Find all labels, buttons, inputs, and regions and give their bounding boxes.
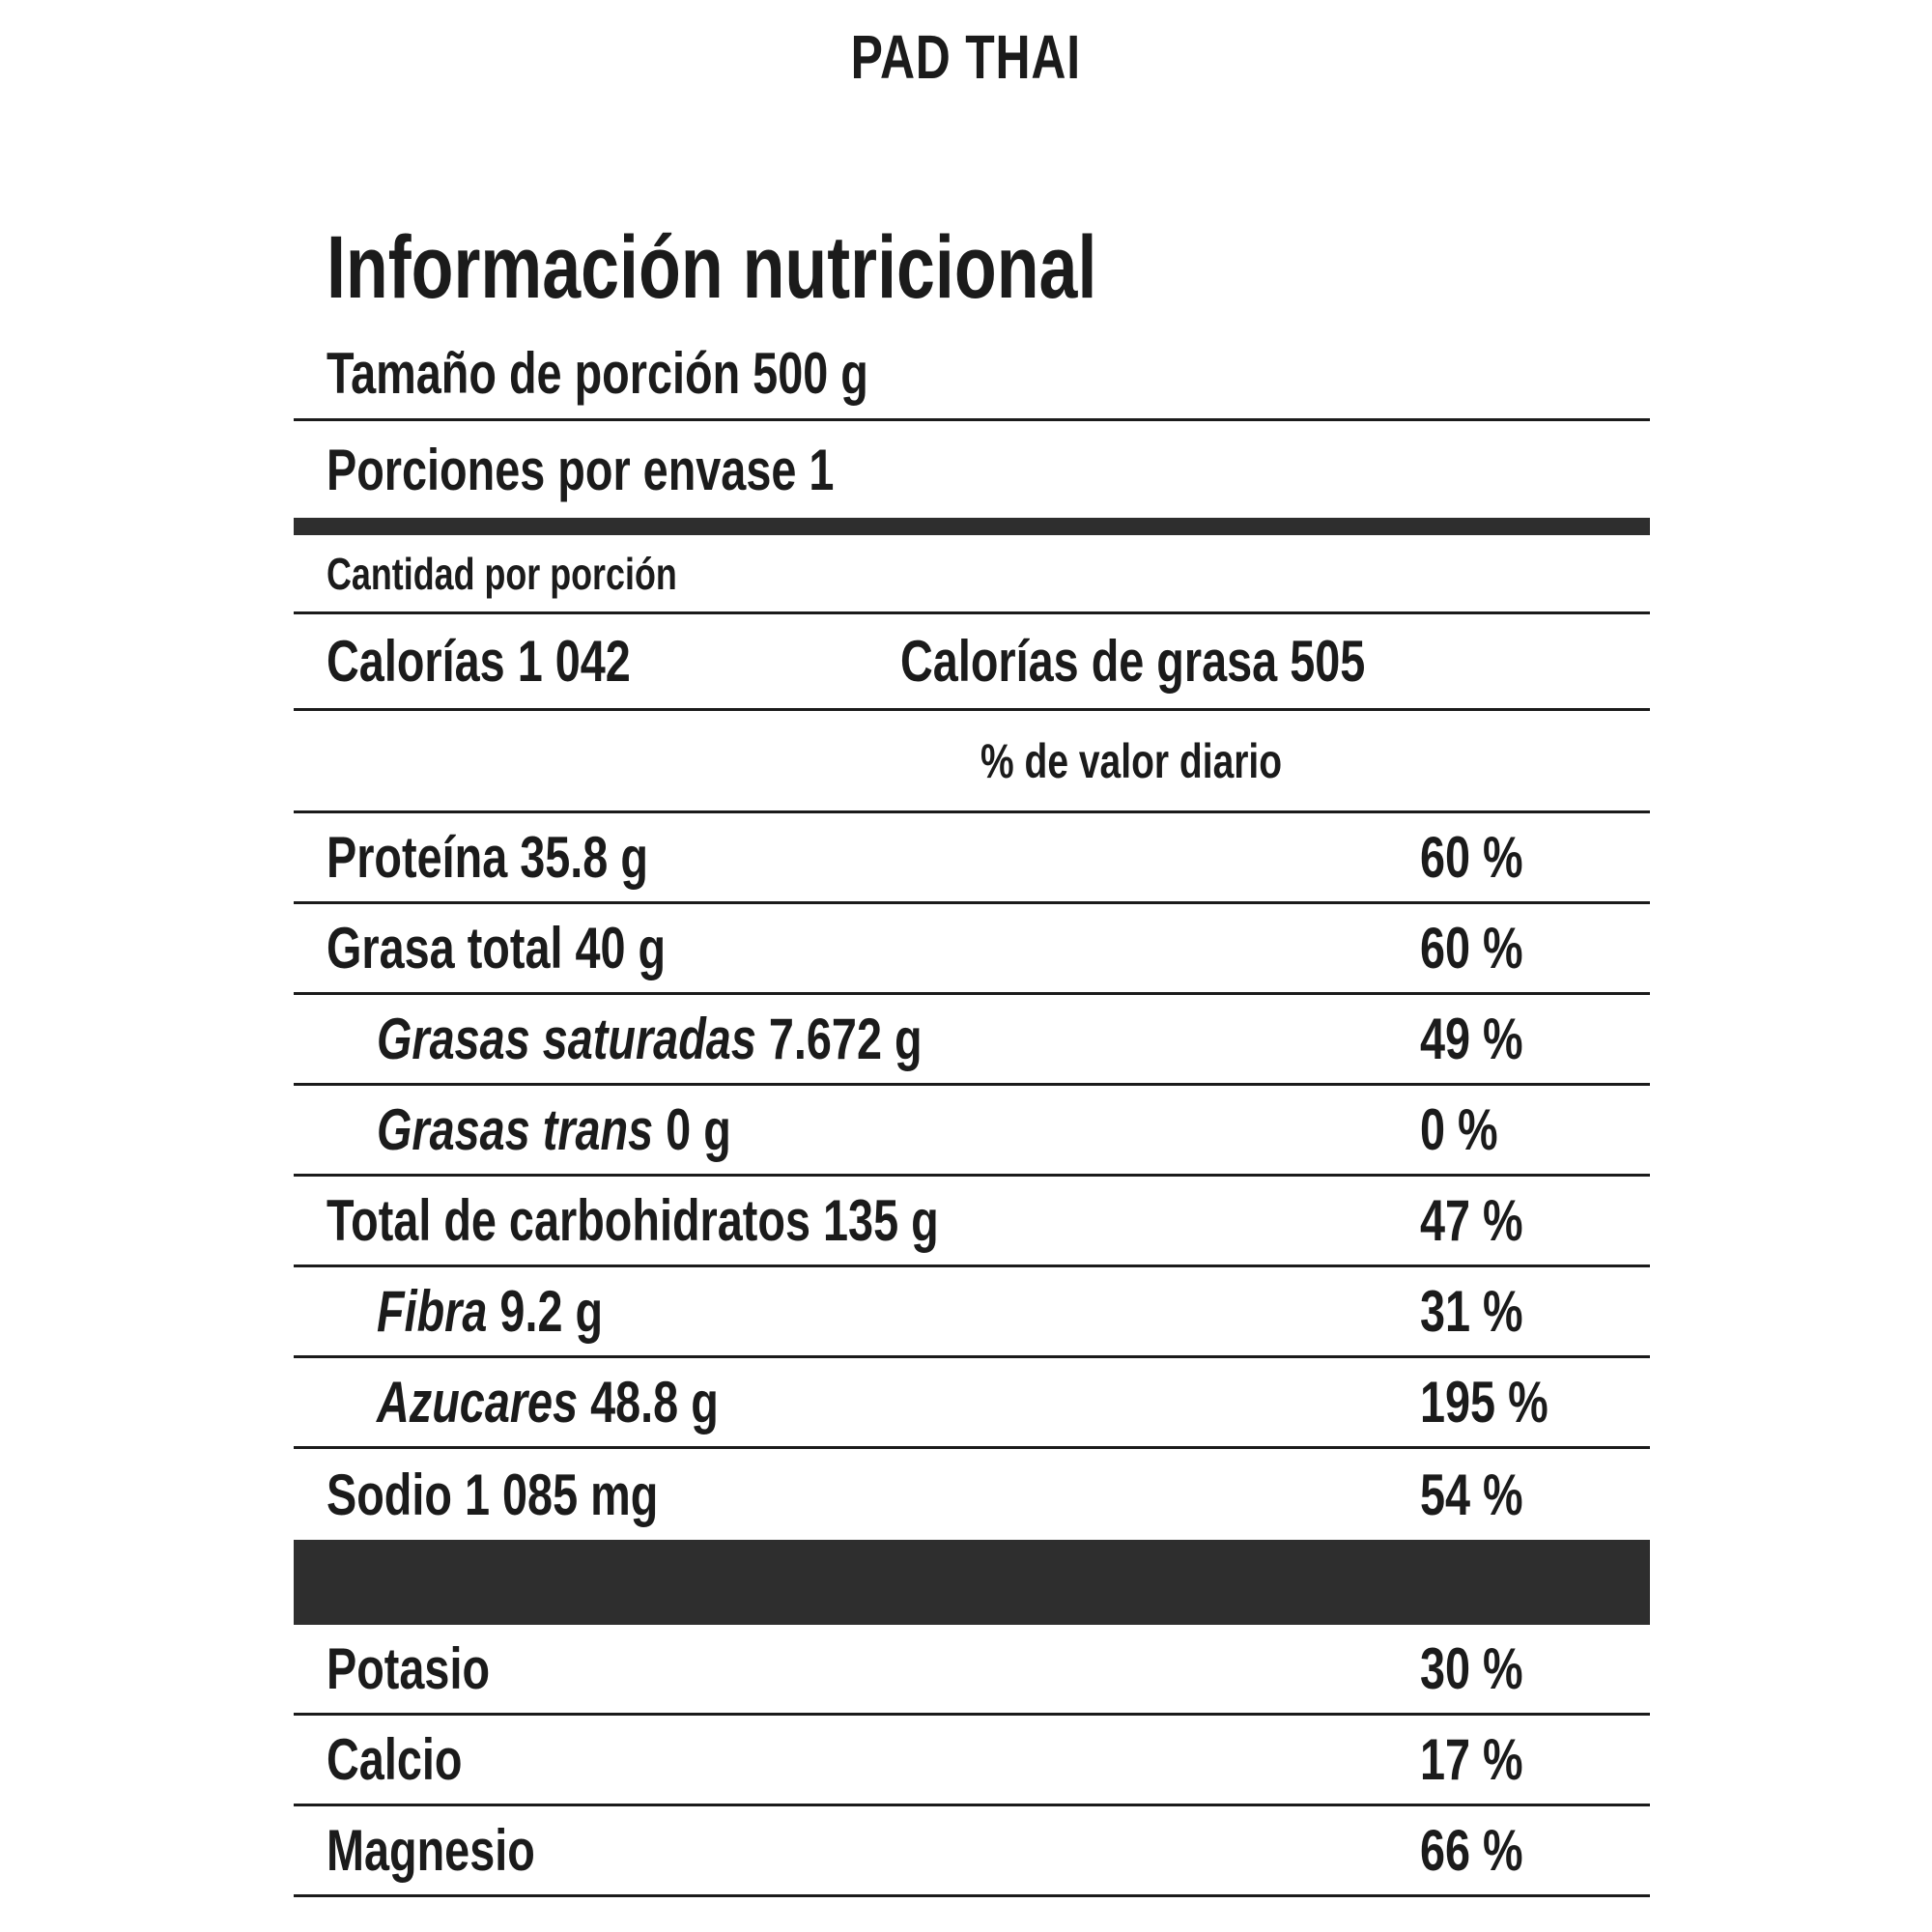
daily-value-header-row (294, 711, 1650, 813)
nutrient-daily-value (1420, 995, 1552, 1083)
nutrient-row (294, 904, 1650, 995)
nutrient-row (294, 1177, 1650, 1267)
nutrient-daily-value-text: 49 % (1420, 1007, 1523, 1071)
nutrient-label (327, 824, 648, 891)
nutrient-label (327, 1462, 658, 1528)
nutrient-daily-value (1420, 1086, 1520, 1174)
nutrient-name: Azucares (377, 1370, 579, 1435)
nutrient-amount: 135 g (823, 1188, 939, 1253)
nutrient-daily-value-text: 31 % (1420, 1279, 1523, 1344)
nutrient-amount: 1 085 mg (464, 1462, 659, 1527)
mineral-daily-value (1420, 1625, 1552, 1713)
mineral-daily-value (1420, 1806, 1552, 1894)
mineral-daily-value-text: 17 % (1420, 1727, 1523, 1792)
amount-per-serving: Cantidad por porción (327, 548, 677, 599)
nutrient-daily-value (1420, 1358, 1584, 1446)
product-title-text: PAD THAI (850, 22, 1082, 92)
mineral-row (294, 1806, 1650, 1897)
nutrient-label (377, 1369, 719, 1435)
nutrient-daily-value-text: 60 % (1420, 825, 1523, 890)
nutrient-daily-value (1420, 1177, 1552, 1264)
nutrient-list (294, 813, 1650, 1540)
nutrient-name: Total de carbohidratos (327, 1188, 811, 1253)
nutrition-facts-panel (294, 208, 1650, 1897)
daily-value-header: % de valor diario (980, 733, 1283, 788)
nutrient-amount: 40 g (575, 916, 667, 980)
nutrient-daily-value-text: 60 % (1420, 916, 1523, 980)
calories-row (294, 614, 1650, 711)
mineral-name: Magnesio (327, 1818, 535, 1883)
panel-heading (294, 208, 1650, 328)
serving-size: Tamaño de porción 500 g (327, 341, 868, 406)
nutrient-amount: 7.672 g (768, 1007, 923, 1071)
nutrient-row (294, 813, 1650, 904)
amount-per-serving-row (294, 535, 1650, 614)
nutrient-name: Grasa total (327, 916, 563, 980)
panel-heading-text: Información nutricional (327, 218, 1097, 317)
nutrient-label (377, 1278, 603, 1345)
mineral-list (294, 1625, 1650, 1897)
calories: Calorías 1 042 (327, 629, 631, 694)
mineral-name: Calcio (327, 1727, 463, 1792)
nutrient-amount: 9.2 g (499, 1279, 604, 1344)
nutrient-row (294, 1267, 1650, 1358)
servings-per-container-row (294, 421, 1650, 518)
nutrient-name: Grasas trans (377, 1097, 654, 1162)
nutrient-daily-value (1420, 1449, 1552, 1540)
nutrient-label (327, 915, 666, 981)
serving-size-row (294, 328, 1650, 421)
nutrient-label (377, 1006, 923, 1072)
servings-per-container: Porciones por envase 1 (327, 437, 835, 502)
nutrient-amount: 35.8 g (520, 825, 648, 890)
nutrient-name: Proteína (327, 825, 508, 890)
nutrient-label (327, 1187, 939, 1254)
nutrient-daily-value-text: 47 % (1420, 1188, 1523, 1253)
nutrient-name: Fibra (377, 1279, 488, 1344)
nutrient-row (294, 1086, 1650, 1177)
nutrient-daily-value-text: 54 % (1420, 1462, 1523, 1527)
calories-from-fat: Calorías de grasa 505 (900, 629, 1366, 694)
nutrient-row (294, 1358, 1650, 1449)
mineral-row (294, 1625, 1650, 1716)
nutrient-row (294, 995, 1650, 1086)
mineral-name: Potasio (327, 1636, 491, 1701)
nutrient-amount: 48.8 g (590, 1370, 719, 1435)
nutrient-name: Grasas saturadas (377, 1007, 756, 1071)
nutrient-daily-value (1420, 813, 1552, 901)
mineral-daily-value (1420, 1716, 1552, 1804)
mineral-row (294, 1716, 1650, 1806)
mineral-daily-value-text: 30 % (1420, 1636, 1523, 1701)
thick-divider (294, 518, 1650, 535)
nutrient-daily-value-text: 0 % (1420, 1097, 1498, 1162)
nutrient-row (294, 1449, 1650, 1540)
nutrient-label (377, 1096, 731, 1163)
nutrient-daily-value (1420, 904, 1552, 992)
nutrient-daily-value-text: 195 % (1420, 1370, 1548, 1435)
nutrient-amount: 0 g (666, 1097, 731, 1162)
product-title (0, 21, 1932, 93)
nutrient-daily-value (1420, 1267, 1552, 1355)
mineral-daily-value-text: 66 % (1420, 1818, 1523, 1883)
nutrient-name: Sodio (327, 1462, 452, 1527)
section-divider-band (294, 1540, 1650, 1625)
